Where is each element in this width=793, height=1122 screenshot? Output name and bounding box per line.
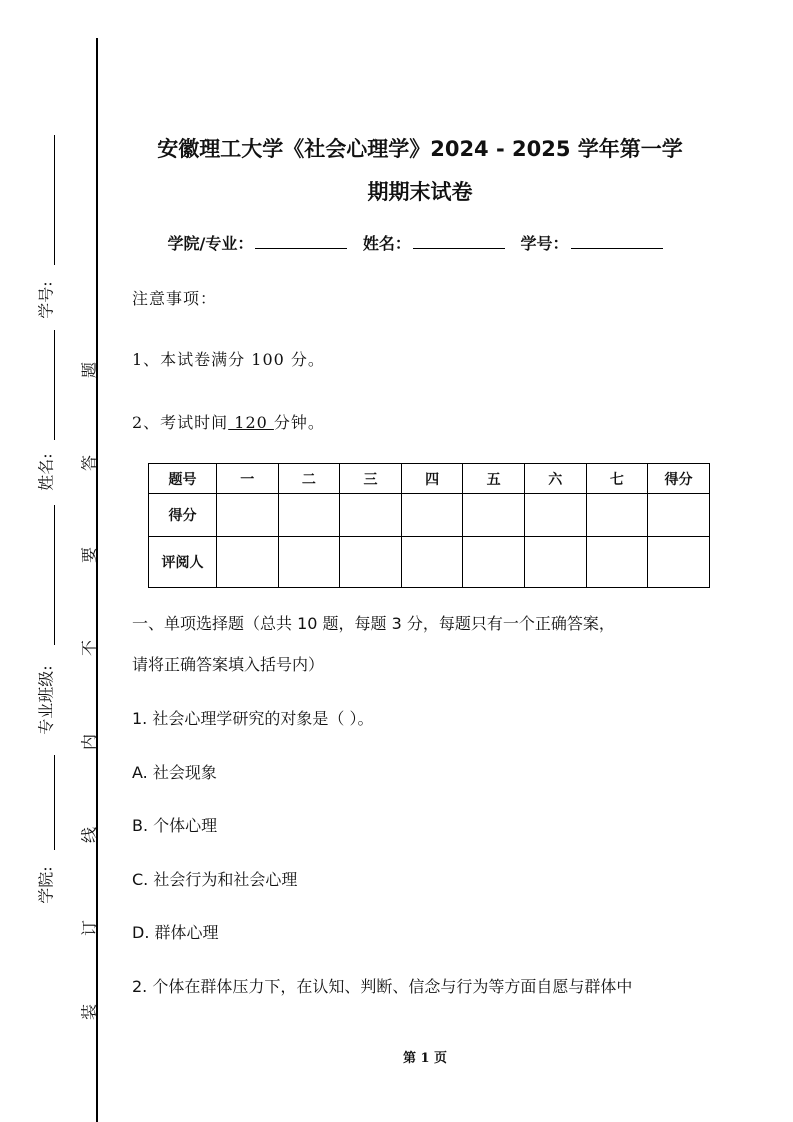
margin-student-id: 学号:	[36, 281, 56, 319]
table-header: 四	[401, 464, 463, 494]
grader-cell[interactable]	[586, 537, 648, 588]
page-title-line2: 期期末试卷	[367, 180, 473, 204]
seal-char: 装	[79, 1003, 99, 1021]
question-2: 2. 个体在群体压力下，在认知、判断、信念与行为等方面自愿与群体中	[132, 977, 633, 996]
score-table	[148, 463, 710, 588]
table-header: 五	[463, 464, 525, 494]
score-cell[interactable]	[217, 494, 279, 537]
grader-cell[interactable]	[278, 537, 340, 588]
page-number: 第 1 页	[402, 1051, 448, 1066]
seal-char: 答	[79, 454, 99, 472]
college-field[interactable]	[255, 234, 347, 249]
question-1: 1. 社会心理学研究的对象是（ ）。	[132, 709, 374, 728]
margin-name: 姓名:	[36, 453, 56, 491]
id-label: 学号：	[520, 234, 569, 253]
seal-char: 题	[79, 361, 99, 379]
id-field[interactable]	[571, 234, 663, 249]
seal-char: 内	[79, 733, 99, 751]
table-header: 一	[217, 464, 279, 494]
page-title: 安徽理工大学《社会心理学》2024 - 2025 学年第一学	[157, 137, 683, 161]
blank-line	[54, 505, 55, 645]
option-b: B. 个体心理	[132, 816, 218, 835]
margin-class: 专业班级:	[36, 665, 56, 735]
option-c: C. 社会行为和社会心理	[132, 870, 298, 889]
seal-char: 要	[79, 546, 99, 564]
exam-duration: 120	[228, 413, 274, 432]
name-label: 姓名：	[362, 234, 411, 253]
score-cell[interactable]	[524, 494, 586, 537]
note-2-suffix: 分钟。	[273, 413, 325, 432]
seal-char: 订	[79, 919, 99, 937]
table-header: 题号	[149, 464, 217, 494]
blank-line	[54, 135, 55, 265]
grader-cell[interactable]	[524, 537, 586, 588]
name-field[interactable]	[413, 234, 505, 249]
score-cell[interactable]	[278, 494, 340, 537]
grader-cell[interactable]	[340, 537, 402, 588]
table-header: 七	[586, 464, 648, 494]
note-1: 1、本试卷满分 100 分。	[132, 350, 325, 369]
score-cell[interactable]	[463, 494, 525, 537]
notes-heading: 注意事项：	[132, 289, 218, 308]
score-cell[interactable]	[401, 494, 463, 537]
seal-char: 线	[79, 826, 99, 844]
grader-cell[interactable]	[463, 537, 525, 588]
score-cell[interactable]	[586, 494, 648, 537]
section-1-instructions: 请将正确答案填入括号内）	[132, 655, 325, 674]
note-2	[132, 410, 325, 433]
row-label: 得分	[149, 494, 217, 537]
student-info	[120, 231, 720, 254]
college-label: 学院/专业：	[167, 234, 254, 253]
grader-cell[interactable]	[217, 537, 279, 588]
note-2-text: 2、考试时间	[132, 413, 229, 432]
blank-line	[54, 755, 55, 850]
row-label: 评阅人	[149, 537, 217, 588]
grader-cell[interactable]	[648, 537, 710, 588]
blank-line	[54, 330, 55, 440]
table-header: 得分	[648, 464, 710, 494]
option-a: A. 社会现象	[132, 763, 217, 782]
binding-line	[96, 38, 98, 1122]
section-1-heading: 一、单项选择题（总共 10 题，每题 3 分，每题只有一个正确答案，	[132, 614, 615, 633]
score-cell[interactable]	[648, 494, 710, 537]
score-cell[interactable]	[340, 494, 402, 537]
table-header: 二	[278, 464, 340, 494]
grader-cell[interactable]	[401, 537, 463, 588]
option-d: D. 群体心理	[132, 923, 219, 942]
seal-char: 不	[79, 639, 99, 657]
table-header: 六	[524, 464, 586, 494]
table-header: 三	[340, 464, 402, 494]
margin-college: 学院:	[36, 866, 56, 904]
